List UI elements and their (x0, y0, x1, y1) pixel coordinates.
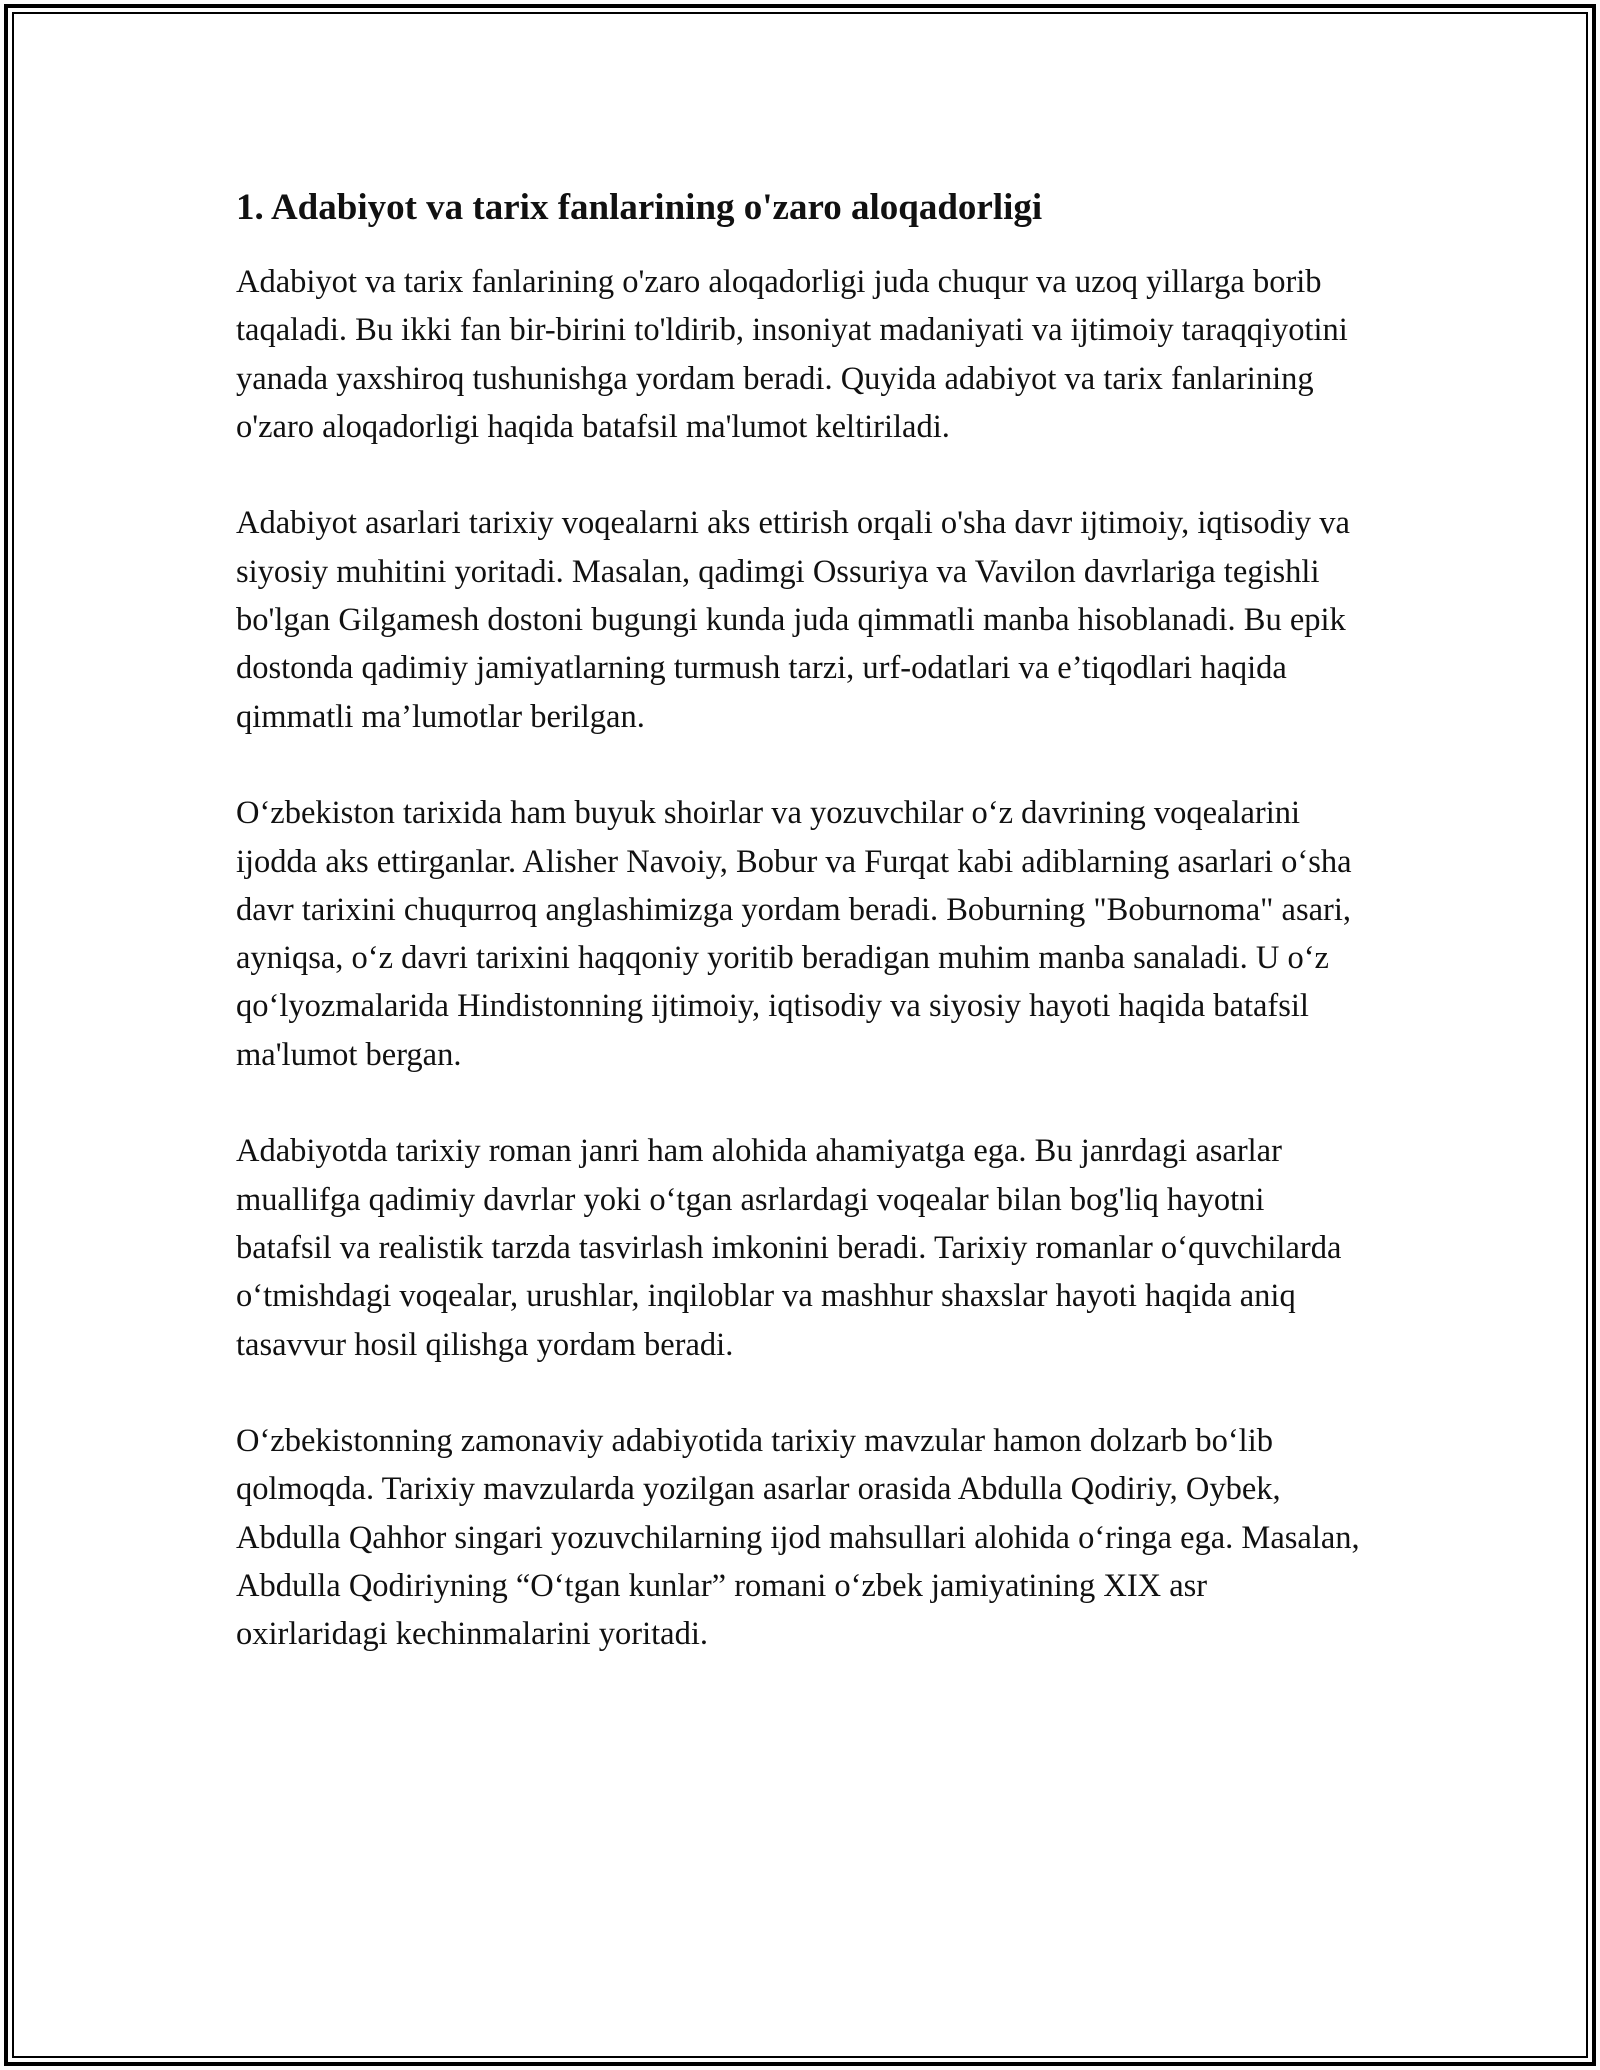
paragraph-modern-literature: O‘zbekistonning zamonaviy adabiyotida tarixiy mavzular hamon dolzarb bo‘lib qolmoqda. Tarixiy mavzularda yozilgan asarlar orasida Abdulla Qodiriy, Oybek, Abdulla Qahhor singari yozuvchilarning ijod mahsullari alohida o‘ringa ega. Masalan, Abdulla Qodiriyning “O‘tgan kunlar” romani o‘zbek jamiyatining XIX asr oxirlaridagi kechinmalarini yoritadi. (236, 1423, 1360, 1653)
paragraph-historical-novel: Adabiyotda tarixiy roman janri ham alohida ahamiyatga ega. Bu janrdagi asarlar muallifga qadimiy davrlar yoki o‘tgan asrlardagi voqealar bilan bog'liq hayotni batafsil va realistik tarzda tasvirlash imkonini beradi. Tarixiy romanlar o‘quvchilarda o‘tmishdagi voqealar, urushlar, inqiloblar va mashhur shaxslar hayoti haqida aniq tasavvur hosil qilishga yordam beradi. (236, 1133, 1342, 1363)
paragraph-uzbek-poets: O‘zbekiston tarixida ham buyuk shoirlar va yozuvchilar o‘z davrining voqealarini ijodda aks ettirganlar. Alisher Navoiy, Bobur va Furqat kabi adiblarning asarlari o‘sha davr tarixini chuqurroq anglashimizga yordam beradi. Boburning "Boburnoma" asari, ayniqsa, o‘z davri tarixini haqqoniy yoritib beradigan muhim manba sanaladi. U o‘z qo‘lyozmalarida Hindistonning ijtimoiy, iqtisodiy va siyosiy hayoti haqida batafsil ma'lumot bergan. (236, 795, 1352, 1073)
paragraph-gilgamesh: Adabiyot asarlari tarixiy voqealarni aks ettirish orqali o'sha davr ijtimoiy, iqtisodiy va siyosiy muhitini yoritadi. Masalan, qadimgi Ossuriya va Vavilon davrlariga tegishli bo'lgan Gilgamesh dostoni bugungi kunda juda qimmatli manba hisoblanadi. Bu epik dostonda qadimiy jamiyatlarning turmush tarzi, urf-odatlari va e’tiqodlari haqida qimmatli ma’lumotlar berilgan. (236, 505, 1350, 735)
document-body (236, 184, 1366, 1659)
paragraph-intro: Adabiyot va tarix fanlarining o'zaro aloqadorligi juda chuqur va uzoq yillarga borib taqaladi. Bu ikki fan bir-birini to'ldirib, insoniyat madaniyati va ijtimoiy taraqqiyotini yanada yaxshiroq tushunishga yordam beradi. Quyida adabiyot va tarix fanlarining o'zaro aloqadorligi haqida batafsil ma'lumot keltiriladi. (236, 264, 1348, 445)
section-heading: 1. Adabiyot va tarix fanlarining o'zaro aloqadorligi (236, 187, 1043, 228)
